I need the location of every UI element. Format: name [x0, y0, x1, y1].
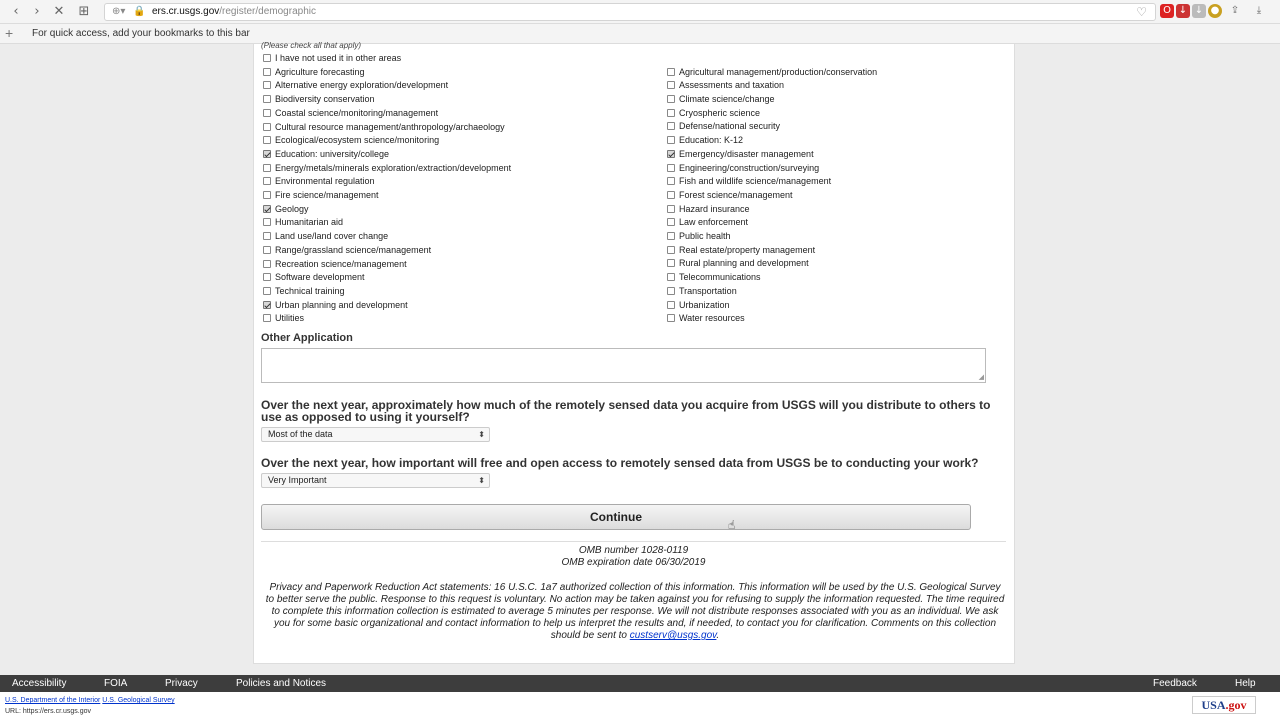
checkbox-option[interactable] — [263, 271, 365, 283]
forward-icon[interactable]: › — [34, 4, 40, 19]
site-footer — [0, 675, 1280, 692]
checkbox-option[interactable] — [263, 175, 375, 187]
checkbox-checked[interactable] — [667, 150, 675, 158]
checkbox-option[interactable] — [263, 216, 343, 228]
checkbox-option[interactable] — [263, 189, 379, 201]
mouse-cursor-icon: ☝ — [728, 518, 736, 532]
checkbox-unchecked[interactable] — [263, 54, 271, 62]
checkbox-unchecked[interactable] — [667, 232, 675, 240]
checkbox-option[interactable] — [667, 271, 761, 283]
checkbox-option[interactable] — [667, 66, 877, 78]
importance-select[interactable] — [261, 473, 490, 488]
check-all-note: (Please check all that apply) — [261, 41, 362, 50]
other-application-label: Other Application — [261, 332, 353, 344]
tabs-overview-icon[interactable]: ⊞ — [78, 4, 90, 19]
checkbox-unchecked[interactable] — [667, 177, 675, 185]
checkbox-option[interactable] — [667, 312, 745, 324]
checkbox-unchecked[interactable] — [667, 136, 675, 144]
checkbox-option[interactable] — [263, 299, 408, 311]
checkbox-label[interactable]: I have not used it in other areas — [275, 53, 402, 63]
footer-link-privacy[interactable]: Privacy — [165, 678, 198, 689]
site-info-icon[interactable]: ⊕▾ — [112, 6, 126, 17]
checkbox-unchecked[interactable] — [263, 68, 271, 76]
browser-toolbar — [0, 0, 1280, 24]
checkbox-option[interactable] — [667, 79, 784, 91]
divider — [261, 541, 1006, 542]
checkbox-unchecked[interactable] — [667, 95, 675, 103]
other-application-textarea[interactable] — [261, 348, 986, 383]
add-bookmark-icon[interactable]: + — [5, 25, 14, 41]
footer-link-accessibility[interactable]: Accessibility — [12, 678, 67, 689]
checkbox-label[interactable]: Utilities — [275, 313, 305, 324]
usagov-usa: USA — [1201, 698, 1226, 712]
checkbox-label[interactable]: Recreation science/management — [275, 258, 407, 269]
privacy-end: . — [716, 630, 720, 641]
checkbox-unchecked[interactable] — [263, 136, 271, 144]
resize-grip-icon[interactable]: ◢ — [978, 374, 984, 381]
checkbox-option[interactable] — [667, 203, 750, 215]
bookmark-heart-icon[interactable]: ♡ — [1136, 5, 1147, 19]
checkbox-label[interactable]: Telecommunications — [679, 272, 761, 283]
doi-link[interactable]: U.S. Department of the Interior — [5, 697, 101, 704]
checkbox-unchecked[interactable] — [263, 81, 271, 89]
checkbox-unchecked[interactable] — [667, 191, 675, 199]
checkbox-option[interactable] — [667, 107, 760, 119]
checkbox-unchecked[interactable] — [263, 191, 271, 199]
checkbox-option[interactable] — [667, 285, 737, 297]
usagov-logo[interactable] — [1192, 696, 1256, 714]
checkbox-option[interactable] — [263, 79, 448, 91]
checkbox-unchecked[interactable] — [667, 218, 675, 226]
checkbox-label[interactable]: Alternative energy exploration/development — [275, 80, 449, 91]
checkbox-option[interactable] — [263, 148, 389, 160]
omb-expiration: OMB expiration date 06/30/2019 — [561, 557, 706, 568]
checkbox-unchecked[interactable] — [667, 109, 675, 117]
checkbox-label[interactable]: Geology — [275, 203, 309, 214]
usgs-link[interactable]: U.S. Geological Survey — [102, 697, 175, 704]
checkbox-label[interactable]: Fire science/management — [275, 190, 379, 200]
checkbox-unchecked[interactable] — [263, 314, 271, 322]
checkbox-label[interactable]: Assessments and taxation — [679, 80, 785, 91]
checkbox-label[interactable]: Engineering/construction/surveying — [679, 162, 820, 173]
checkbox-unchecked[interactable] — [263, 95, 271, 103]
checkbox-unchecked[interactable] — [263, 246, 271, 254]
checkbox-option[interactable] — [667, 134, 743, 146]
checkbox-unchecked[interactable] — [263, 273, 271, 281]
checkbox-option[interactable] — [263, 203, 309, 215]
checkbox-label[interactable]: Forest science/management — [679, 189, 793, 200]
checkbox-unchecked[interactable] — [667, 314, 675, 322]
checkbox-label[interactable]: Ecological/ecosystem science/monitoring — [275, 135, 440, 146]
bookmarks-bar — [0, 24, 1280, 44]
checkbox-option[interactable] — [263, 66, 365, 78]
checkbox-label[interactable]: Fish and wildlife science/management — [679, 176, 832, 187]
checkbox-option[interactable] — [667, 162, 819, 174]
checkbox-label[interactable]: Law enforcement — [679, 217, 749, 228]
checkbox-label[interactable]: Coastal science/monitoring/management — [275, 107, 439, 118]
checkbox-option[interactable] — [263, 285, 345, 297]
checkbox-option[interactable] — [263, 162, 511, 174]
checkbox-label[interactable]: Agriculture forecasting — [275, 66, 365, 77]
checkbox-option[interactable] — [667, 257, 809, 269]
checkbox-label[interactable]: Emergency/disaster management — [679, 148, 814, 159]
checkbox-unchecked[interactable] — [667, 81, 675, 89]
checkbox-unchecked[interactable] — [667, 287, 675, 295]
checkbox-label[interactable]: Education: university/college — [275, 148, 390, 159]
download-extension-icon[interactable]: ↓ — [1176, 4, 1190, 18]
question-importance: Over the next year, how important will free and open access to remotely sensed data from USGS be to conducting your work? — [261, 456, 979, 470]
checkbox-label[interactable]: Cryospheric science — [679, 107, 761, 118]
checkbox-unchecked[interactable] — [263, 232, 271, 240]
checkbox-unchecked[interactable] — [263, 218, 271, 226]
checkbox-unchecked[interactable] — [667, 122, 675, 130]
checkbox-label[interactable]: Urbanization — [679, 299, 730, 310]
usagov-gov: .gov — [1225, 698, 1247, 712]
checkbox-option[interactable] — [263, 107, 438, 119]
share-icon[interactable]: ⇪ — [1230, 5, 1240, 16]
checkbox-unchecked[interactable] — [263, 177, 271, 185]
checkbox-option[interactable] — [263, 258, 407, 270]
checkbox-unchecked[interactable] — [667, 205, 675, 213]
footer-credits — [0, 692, 1280, 720]
checkbox-unchecked[interactable] — [263, 164, 271, 172]
checkbox-unchecked[interactable] — [263, 287, 271, 295]
checkbox-checked[interactable] — [263, 150, 271, 158]
checkbox-unchecked[interactable] — [667, 259, 675, 267]
checkbox-checked[interactable] — [263, 301, 271, 309]
checkbox-unchecked[interactable] — [667, 301, 675, 309]
checkbox-option[interactable] — [263, 52, 401, 64]
checkbox-option[interactable] — [667, 120, 780, 132]
checkbox-label[interactable]: Range/grassland science/management — [275, 244, 432, 255]
footer-link-feedback[interactable]: Feedback — [1153, 678, 1197, 689]
checkbox-label[interactable]: Hazard insurance — [679, 203, 750, 214]
lock-icon: 🔒 — [133, 6, 146, 17]
checkbox-option[interactable] — [667, 244, 815, 256]
checkbox-label[interactable]: Public health — [679, 231, 731, 242]
checkbox-checked[interactable] — [263, 205, 271, 213]
checkbox-label[interactable]: Urban planning and development — [275, 299, 408, 310]
registration-form — [253, 41, 1015, 664]
back-icon[interactable]: ‹ — [13, 4, 19, 19]
checkbox-label[interactable]: Education: K-12 — [679, 135, 744, 146]
select-arrows-icon: ⬍ — [478, 476, 485, 485]
checkbox-option[interactable] — [667, 230, 731, 242]
checkbox-option[interactable] — [667, 189, 793, 201]
footer-link-foia[interactable]: FOIA — [104, 678, 128, 689]
distribution-select-value: Most of the data — [268, 429, 333, 439]
checkbox-label[interactable]: Water resources — [679, 313, 745, 324]
checkbox-label[interactable]: Climate science/change — [679, 94, 775, 105]
checkbox-unchecked[interactable] — [667, 164, 675, 172]
checkbox-unchecked[interactable] — [667, 246, 675, 254]
checkbox-option[interactable] — [667, 299, 730, 311]
arrow-extension-icon[interactable]: ↓ — [1192, 4, 1206, 18]
omb-number: OMB number 1028-0119 — [578, 545, 689, 556]
checkbox-option[interactable] — [263, 93, 375, 105]
privacy-statement — [264, 582, 1006, 642]
checkbox-label[interactable]: Agricultural management/production/conservation — [679, 66, 878, 77]
continue-button[interactable]: Continue — [261, 504, 971, 530]
coin-extension-icon[interactable]: ● — [1208, 4, 1222, 18]
checkbox-unchecked[interactable] — [263, 260, 271, 268]
checkbox-option[interactable] — [263, 312, 304, 324]
downloads-icon[interactable]: ⤓ — [1256, 5, 1262, 16]
checkbox-unchecked[interactable] — [263, 123, 271, 131]
checkbox-label[interactable]: Software development — [275, 272, 365, 283]
footer-link-policies[interactable]: Policies and Notices — [236, 678, 327, 689]
opera-extension-icon[interactable]: O — [1160, 4, 1174, 18]
checkbox-label[interactable]: Cultural resource management/anthropology/archaeology — [275, 121, 505, 132]
distribution-select[interactable] — [261, 427, 490, 442]
checkbox-label[interactable]: Land use/land cover change — [275, 231, 389, 242]
checkbox-unchecked[interactable] — [263, 109, 271, 117]
stop-loading-icon[interactable]: ✕ — [53, 4, 65, 19]
checkbox-option[interactable] — [263, 244, 431, 256]
question-distribution: Over the next year, approximately how much of the remotely sensed data you acquire from USGS will you distribute to others to use as opposed to using it yourself? — [261, 398, 991, 424]
importance-select-value: Very Important — [268, 475, 327, 485]
privacy-text: Privacy and Paperwork Reduction Act statements: 16 U.S.C. 1a7 authorized collection of this information. This information will be used by the U.S. Geological Survey to better serve the public. Response to this request is voluntary. No action may be taken against you for refusing to supply the information requested. The time required to complete this information collection is estimated to average 5 minutes per response. We will not distribute responses associated with you as an individual. We ask you for some basic organizational and contact information to help us interpret the results and, if needed, to contact you for clarification. Comments on this collection should be sent to — [265, 582, 1005, 641]
footer-link-help[interactable]: Help — [1235, 678, 1256, 689]
custserv-email-link[interactable]: custserv@usgs.gov — [629, 630, 717, 641]
checkbox-unchecked[interactable] — [667, 273, 675, 281]
checkbox-label[interactable]: Energy/metals/minerals exploration/extraction/development — [275, 162, 512, 173]
bookmarks-hint: For quick access, add your bookmarks to this bar — [32, 28, 250, 39]
checkbox-option[interactable] — [667, 148, 814, 160]
checkbox-label[interactable]: Humanitarian aid — [275, 217, 344, 228]
checkbox-label[interactable]: Real estate/property management — [679, 244, 816, 255]
select-arrows-icon: ⬍ — [478, 430, 485, 439]
address-bar[interactable] — [104, 3, 1156, 21]
checkbox-unchecked[interactable] — [667, 68, 675, 76]
footer-url: URL: https://ers.cr.usgs.gov — [5, 708, 91, 715]
checkbox-option[interactable] — [263, 134, 439, 146]
checkbox-label[interactable]: Environmental regulation — [275, 176, 375, 187]
checkbox-label[interactable]: Defense/national security — [679, 121, 781, 132]
checkbox-label[interactable]: Technical training — [275, 285, 345, 296]
checkbox-label[interactable]: Rural planning and development — [679, 258, 809, 269]
checkbox-option[interactable] — [263, 230, 388, 242]
url-text[interactable]: ers.cr.usgs.gov/register/demographic — [152, 6, 316, 17]
checkbox-option[interactable] — [667, 93, 775, 105]
checkbox-option[interactable] — [667, 216, 748, 228]
checkbox-label[interactable]: Transportation — [679, 285, 737, 296]
checkbox-option[interactable] — [667, 175, 831, 187]
checkbox-option[interactable] — [263, 121, 505, 133]
checkbox-label[interactable]: Biodiversity conservation — [275, 94, 375, 105]
agency-links — [5, 697, 175, 704]
